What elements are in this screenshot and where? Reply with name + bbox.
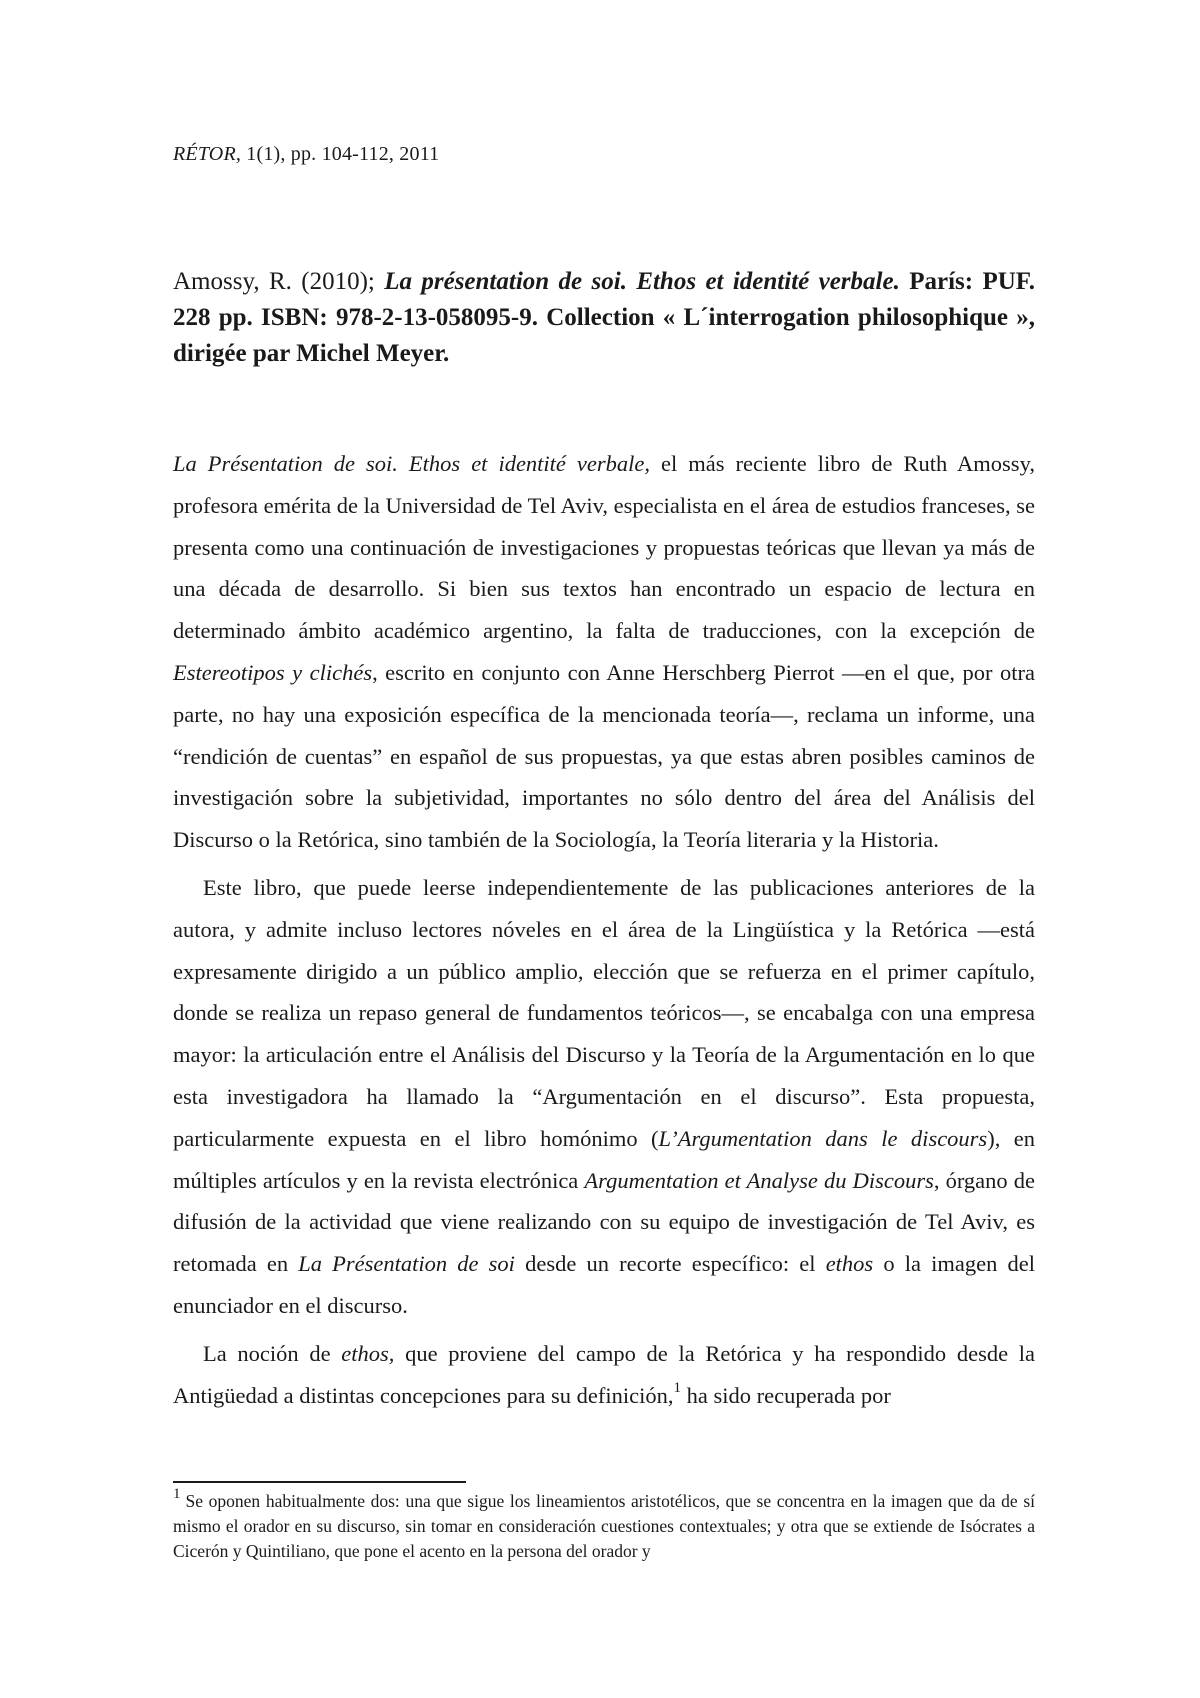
footnote-text: Se oponen habitualmente dos: una que sigue los lineamientos aristotélicos, que se concentra en la imagen que da de sí mismo el orador en su discurso, sin tomar en consideración cuestiones contextuales; y otra que se extiende de Isócrates a Cicerón y Quintiliano, que pone el acento en la persona del orador y <box>173 1491 1035 1561</box>
p2-italic-c: La Présentation de soi <box>298 1251 515 1277</box>
footnote-divider <box>173 1481 466 1483</box>
p3-text-a: La noción de <box>203 1340 342 1366</box>
journal-header <box>173 143 439 166</box>
footnote-number: 1 <box>173 1486 181 1503</box>
journal-issue: 1(1), pp. 104-112, 2011 <box>241 143 440 165</box>
p3-italic-a: ethos, <box>341 1340 395 1366</box>
p2-text-d: desde un recorte específico: el <box>514 1251 826 1277</box>
paragraph-3 <box>173 1333 1035 1417</box>
p1-text-a: el más reciente libro de Ruth Amossy, profesora emérita de la Universidad de Tel Aviv, especialista en el área de estudios franceses, se presenta como una continuación de investigaciones y propuestas teóricas que llevan ya más de una década de desarrollo. Si bien sus textos han encontrado un espacio de lectura en determinado ámbito académico argentino, la falta de traducciones, con la excepción de <box>173 451 1035 644</box>
book-citation <box>173 264 1035 372</box>
p2-text-b: ), en múltiples artículos y en la revista electrónica <box>173 1125 1036 1193</box>
p2-text-a: Este libro, que puede leerse independientemente de las publicaciones anteriores de la autora, y admite incluso lectores nóveles en el área de la Lingüística y la Retórica —está expresamente dirigido a un público amplio, elección que se refuerza en el primer capítulo, donde se realiza un repaso general de fundamentos teóricos—, se encabalga con una empresa mayor: la articulación entre el Análisis del Discurso y la Teoría de la Argumentación en lo que esta investigadora ha llamado la “Argumentación en el discurso”. Esta propuesta, particularmente expuesta en el libro homónimo ( <box>173 874 1035 1151</box>
p2-text-e: o la imagen del enunciador en el discurso. <box>173 1251 1035 1318</box>
p3-text-b: que proviene del campo de la Retórica y ha respondido desde la Antigüedad a distintas concepciones para su definición, <box>173 1340 1035 1408</box>
p1-title2-italic: Estereotipos y clichés <box>173 659 373 685</box>
citation-author: Amossy, R. (2010); <box>173 268 385 295</box>
journal-name: RÉTOR, <box>173 143 242 165</box>
p3-text-c: ha sido recuperada por <box>680 1382 891 1408</box>
citation-publication: París: PUF. 228 pp. ISBN: 978-2-13-058095-9. Collection « L´interrogation philosophique », dirigée par Michel Meyer. <box>173 268 1035 367</box>
p1-text-b: , escrito en conjunto con Anne Herschberg Pierrot —en el que, por otra parte, no hay una exposición específica de la mencionada teoría—, reclama un informe, una “rendición de cuentas” en español de sus propuestas, ya que estas abren posibles caminos de investigación sobre la subjetividad, importantes no sólo dentro del área del Análisis del Discurso o la Retórica, sino también de la Sociología, la Teoría literaria y la Historia. <box>173 659 1035 853</box>
paragraph-2 <box>173 867 1035 1327</box>
p2-italic-b: Argumentation et Analyse du Discours <box>584 1167 934 1193</box>
review-body <box>173 443 1035 1416</box>
p2-italic-d: ethos <box>825 1251 874 1277</box>
footnote-reference[interactable]: 1 <box>673 1380 681 1397</box>
p2-italic-a: L’Argumentation dans le discours <box>658 1125 988 1151</box>
p1-title-italic: La Présentation de soi. Ethos et identité verbale, <box>173 451 651 476</box>
citation-book-title: La présentation de soi. Ethos et identité verbale. <box>384 268 900 295</box>
paragraph-1 <box>173 443 1035 861</box>
p2-text-c: , órgano de difusión de la actividad que viene realizando con su equipo de investigación de Tel Aviv, es retomada en <box>173 1167 1035 1277</box>
footnote <box>173 1486 1035 1564</box>
